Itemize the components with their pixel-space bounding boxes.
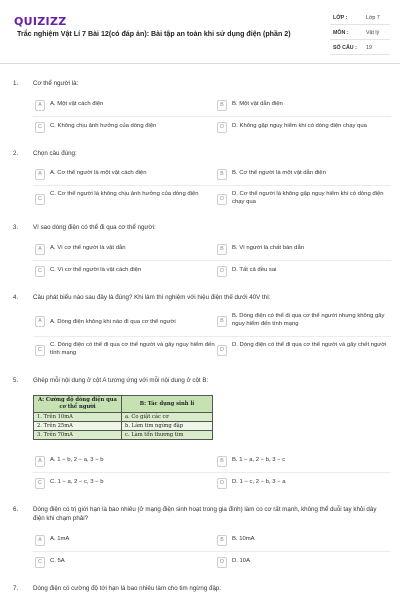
question-text: Dòng điện có cường độ tới hạn là bao nhiêu làm cho tim ngừng đập: [33,585,222,592]
question-text: Câu phát biểu nào sau đây là đúng? Khi làm thí nghiệm với hiệu điện thế dưới 40V thì: [33,294,271,301]
q3-option-b[interactable]: B B. Vì người là chất bán dẫn [217,241,395,259]
q1-option-a[interactable]: A A. Một vật cách điện [35,97,213,115]
q6-option-d[interactable]: D D. 10A [217,554,395,572]
question-number: 6. [13,506,19,513]
divider [33,116,391,117]
question-text: Cơ thể người là: [33,80,79,87]
meta-subject: MÔN : Vật lý [330,25,390,40]
question-number: 4. [13,294,19,301]
q3-option-a[interactable]: A A. Vì cơ thể người là vật dẫn [35,241,213,259]
table-header-b: B: Tác dụng sinh lí [122,396,213,413]
question-number: 2. [13,150,19,157]
q2-option-c[interactable]: C C. Cơ thể người là không chịu ảnh hưởng của dòng điện [35,189,213,211]
q4-option-a[interactable]: A A. Dòng điện không khi nào đi qua cơ thể người [35,311,213,333]
question-text: Vì sao dòng điện có thể đi qua cơ thể người: [33,224,156,231]
worksheet-header [0,0,400,64]
q2-option-d[interactable]: D D. Cơ thể người là không gặp nguy hiểm khi có dòng điện chạy qua [217,189,395,211]
question-number: 3. [13,224,19,231]
q2-option-b[interactable]: B B. Cơ thể người là một vật dẫn điện [217,166,395,184]
divider [33,551,391,552]
divider [33,472,391,473]
q6-option-b[interactable]: B B. 10mA [217,532,395,550]
question-text: Ghép mỗi nội dung ở cột A tương ứng với mỗi nội dung ở cột B: [33,377,209,384]
q4-option-d[interactable]: D D. Dòng điện có thể đi qua cơ thể người và gây chết người [217,340,395,362]
q4-option-c[interactable]: C C. Dòng điện có thể đi qua cơ thể người và gây nguy hiểm đến tính mạng [35,340,213,362]
table-row: 1. Trên 10mA a. Co giật các cơ [34,413,213,422]
q5-option-c[interactable]: C C. 1 − a, 2 − c, 3 − b [35,475,213,493]
q5-option-d[interactable]: D D. 1 − c, 2 − b, 3 − a [217,475,395,493]
table-header-a: A: Cường độ dòng điện qua cơ thể người [34,396,122,413]
table-row: 2. Trên 25mA b. Làm tim ngừng đập [34,422,213,431]
q6-option-a[interactable]: A A. 1mA [35,532,213,550]
divider [33,260,391,261]
meta-question-count: SỐ CÂU : 19 [330,40,390,55]
q4-option-b[interactable]: B B. Dòng điện có thể đi qua cơ thể người nhưng không gây nguy hiểm đến tính mạng [217,311,395,333]
quizizz-logo: QUIZIZZ [14,15,67,28]
q5-option-b[interactable]: B B. 1 − a, 2 − b, 3 − c [217,453,395,471]
worksheet-title: Trắc nghiệm Vật Lí 7 Bài 12(có đáp án): Bài tập an toàn khi sử dụng điện (phần 2) [17,30,291,38]
q1-option-c[interactable]: C C. Không chịu ảnh hưởng của dòng điện [35,119,213,137]
question-number: 5. [13,377,19,384]
q1-option-d[interactable]: D D. Không gặp nguy hiểm khi có dòng điện chạy qua [217,119,395,137]
question-text: Chọn câu đúng: [33,150,77,157]
table-row: 3. Trên 70mA c. Làm tổn thương tim [34,431,213,440]
matching-table [33,395,213,440]
meta-grade: LỚP : Lớp 7 [330,10,390,25]
q3-option-c[interactable]: C C. Vì cơ thể người là vật cách điện [35,263,213,281]
divider [33,336,391,337]
q3-option-d[interactable]: D D. Tất cả đều sai [217,263,395,281]
question-text: Dòng điện có trị giới hạn là bao nhiêu (ở mạng điện sinh hoạt trong gia đình) làm co cơ rất mạnh, không thể duỗi tay khỏi dây điện khi chạm phải? [33,506,377,522]
question-number: 7. [13,585,19,592]
q2-option-a[interactable]: A A. Cơ thể người là một vật cách điện [35,166,213,184]
divider [33,185,391,186]
question-number: 1. [13,80,19,87]
worksheet-meta [330,10,390,55]
q5-option-a[interactable]: A A. 1 − b, 2 − a, 3 − b [35,453,213,471]
q6-option-c[interactable]: C C. 5A [35,554,213,572]
q1-option-b[interactable]: B B. Một vật dẫn điện [217,97,395,115]
